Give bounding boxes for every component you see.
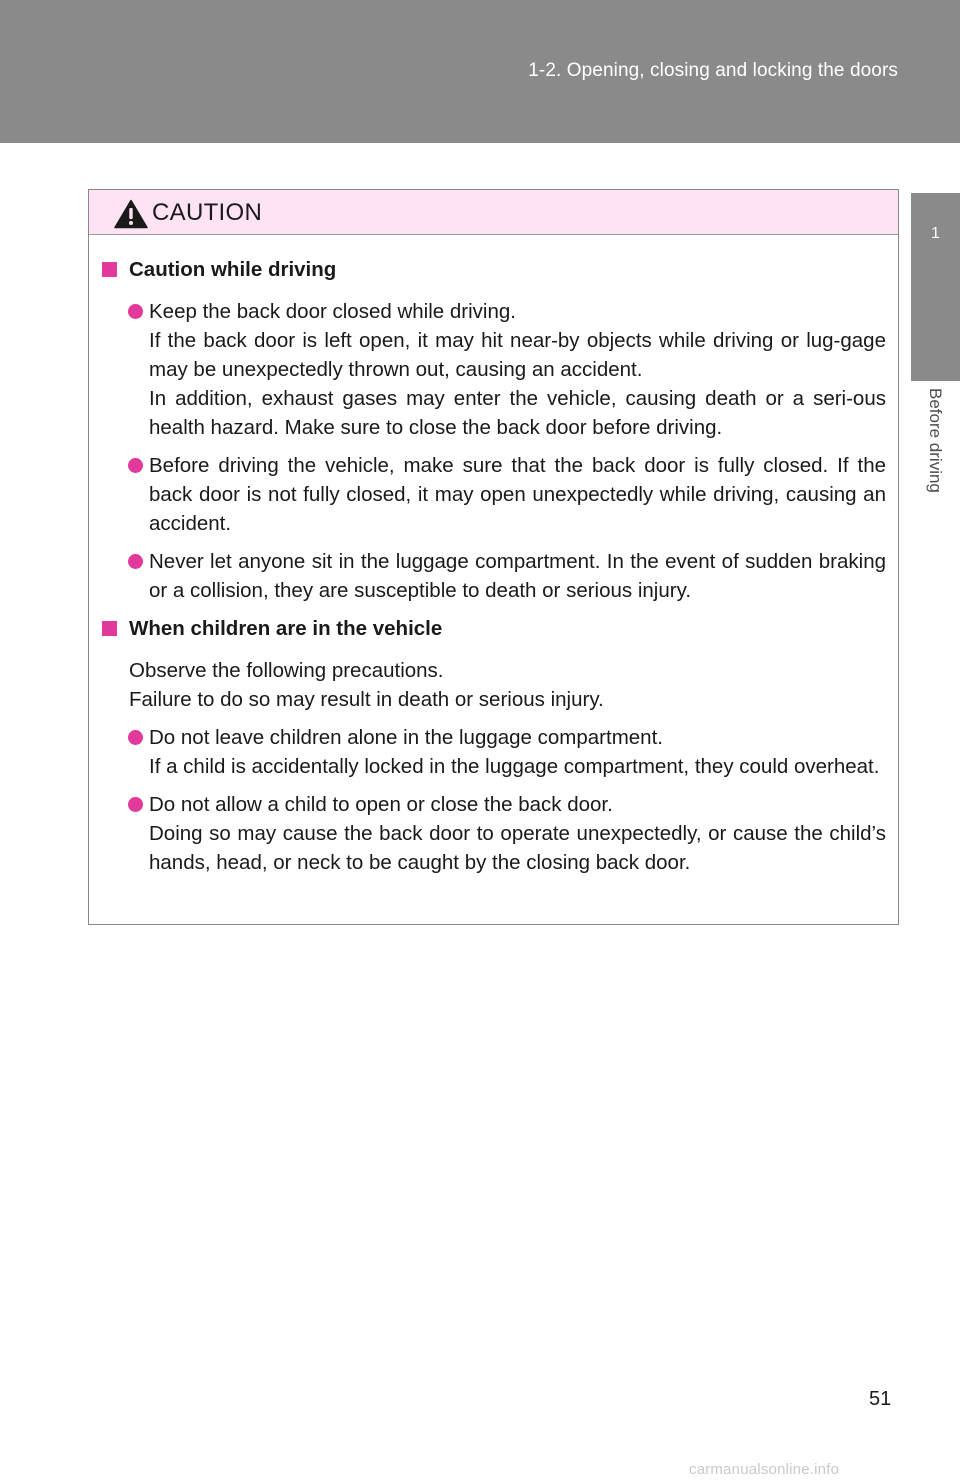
chapter-tab	[911, 193, 960, 381]
caution-header	[89, 190, 898, 235]
section-heading-text: When children are in the vehicle	[129, 617, 443, 640]
section-heading-driving	[102, 255, 886, 284]
square-bullet-icon	[102, 262, 117, 277]
square-bullet-icon	[102, 621, 117, 636]
circle-bullet-icon	[128, 797, 143, 812]
circle-bullet-icon	[128, 458, 143, 473]
list-item-text: Keep the back door closed while driving.	[149, 300, 516, 323]
list-item	[102, 547, 886, 605]
watermark: carmanualsonline.info	[689, 1461, 840, 1478]
list-item-text: Do not allow a child to open or close the back door.	[149, 793, 613, 816]
section-heading-children	[102, 614, 886, 643]
list-item-text: If the back door is left open, it may hit near-by objects while driving or lug-gage may be unexpectedly thrown out, causing an accident.	[149, 329, 886, 381]
list-item-text: Doing so may cause the back door to operate unexpectedly, or cause the child’s hands, head, or neck to be caught by the closing back door.	[149, 822, 886, 874]
caution-box	[88, 189, 899, 925]
circle-bullet-icon	[128, 304, 143, 319]
list-item	[102, 723, 886, 781]
section-title: 1-2. Opening, closing and locking the doors	[528, 60, 898, 81]
list-item-text: Before driving the vehicle, make sure that the back door is fully closed. If the back door is not fully closed, it may open unexpectedly while driving, causing an accident.	[149, 454, 886, 535]
chapter-title-container	[911, 388, 960, 533]
list-item	[102, 790, 886, 877]
caution-body	[89, 235, 898, 877]
list-item-text: Do not leave children alone in the luggage compartment.	[149, 726, 663, 749]
list-item-text: If a child is accidentally locked in the luggage compartment, they could overheat.	[149, 755, 880, 778]
chapter-number: 1	[931, 225, 940, 242]
chapter-title: Before driving	[926, 388, 945, 493]
list-item	[102, 297, 886, 442]
section-heading-text: Caution while driving	[129, 258, 337, 281]
list-item-text: Never let anyone sit in the luggage compartment. In the event of sudden braking or a collision, they are susceptible to death or serious injury.	[149, 550, 886, 602]
list-item	[102, 451, 886, 538]
caution-title: CAUTION	[152, 199, 263, 226]
intro-text: Observe the following precautions.	[129, 659, 444, 682]
intro-text: Failure to do so may result in death or serious injury.	[129, 688, 604, 711]
page-number: 51	[869, 1388, 892, 1410]
warning-triangle-icon	[114, 199, 148, 229]
list-item-text: In addition, exhaust gases may enter the vehicle, causing death or a seri-ous health hazard. Make sure to close the back door before driving.	[149, 387, 886, 439]
circle-bullet-icon	[128, 730, 143, 745]
section-intro	[102, 656, 886, 714]
circle-bullet-icon	[128, 554, 143, 569]
